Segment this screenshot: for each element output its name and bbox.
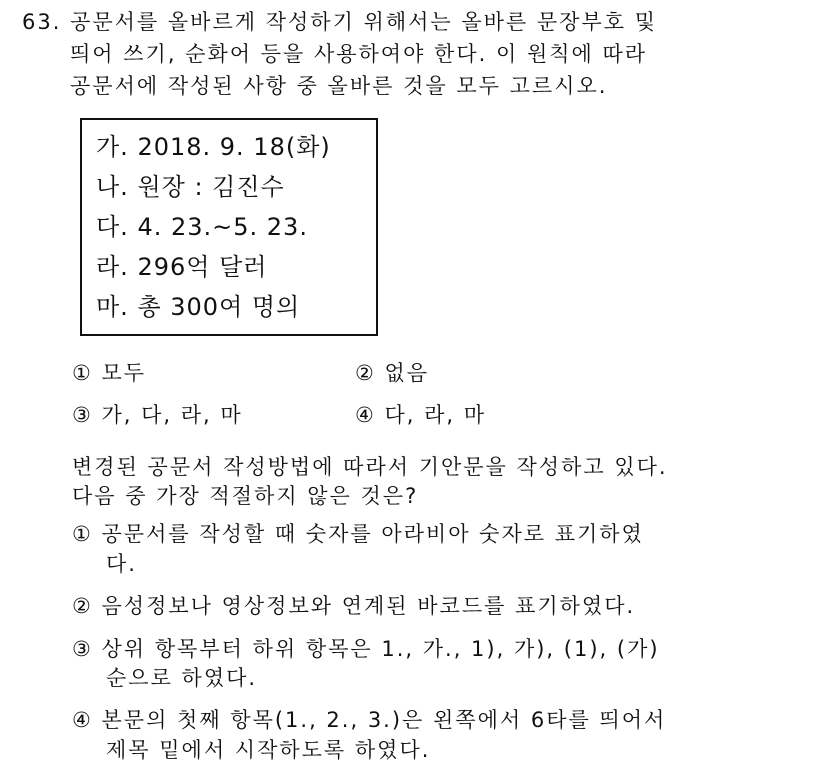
box-item-ga: 가. 2018. 9. 18(화): [96, 133, 331, 161]
box-item-ra: 라. 296억 달러: [96, 253, 268, 281]
q64-stem-line-2: 다음 중 가장 적절하지 않은 것은?: [72, 484, 419, 508]
q63-stem-line-2: 띄어 쓰기, 순화어 등을 사용하여야 한다. 이 원칙에 따라: [70, 42, 648, 66]
q64-option-1[interactable]: ① 공문서를 작성할 때 숫자를 아라비아 숫자로 표기하였: [72, 522, 644, 546]
q64-option-3[interactable]: ③ 상위 항목부터 하위 항목은 1., 가., 1), 가), (1), (가): [72, 637, 660, 661]
q63-stem-line-3: 공문서에 작성된 사항 중 올바른 것을 모두 고르시오.: [70, 74, 608, 98]
example-box: [80, 118, 378, 336]
q64-option-4-cont: 제목 밑에서 시작하도록 하였다.: [106, 738, 431, 762]
q64-option-2[interactable]: ② 음성정보나 영상정보와 연계된 바코드를 표기하였다.: [72, 594, 636, 618]
q63-choice-2[interactable]: ② 없음: [355, 361, 430, 385]
box-item-ma: 마. 총 300여 명의: [96, 293, 301, 321]
box-item-da: 다. 4. 23.~5. 23.: [96, 213, 308, 241]
q63-choice-4[interactable]: ④ 다, 라, 마: [355, 403, 487, 427]
q63-choice-1[interactable]: ① 모두: [72, 361, 147, 385]
q64-option-3-cont: 순으로 하였다.: [106, 666, 258, 690]
q63-choice-3[interactable]: ③ 가, 다, 라, 마: [72, 403, 243, 427]
q64-option-1-cont: 다.: [106, 552, 137, 576]
box-item-na: 나. 원장 : 김진수: [96, 173, 285, 201]
q64-stem-line-1: 변경된 공문서 작성방법에 따라서 기안문을 작성하고 있다.: [72, 455, 668, 479]
q64-option-4[interactable]: ④ 본문의 첫째 항목(1., 2., 3.)은 왼쪽에서 6타를 띄어서: [72, 708, 667, 732]
q63-stem-line-1: 63. 공문서를 올바르게 작성하기 위해서는 올바른 문장부호 및: [22, 10, 657, 34]
